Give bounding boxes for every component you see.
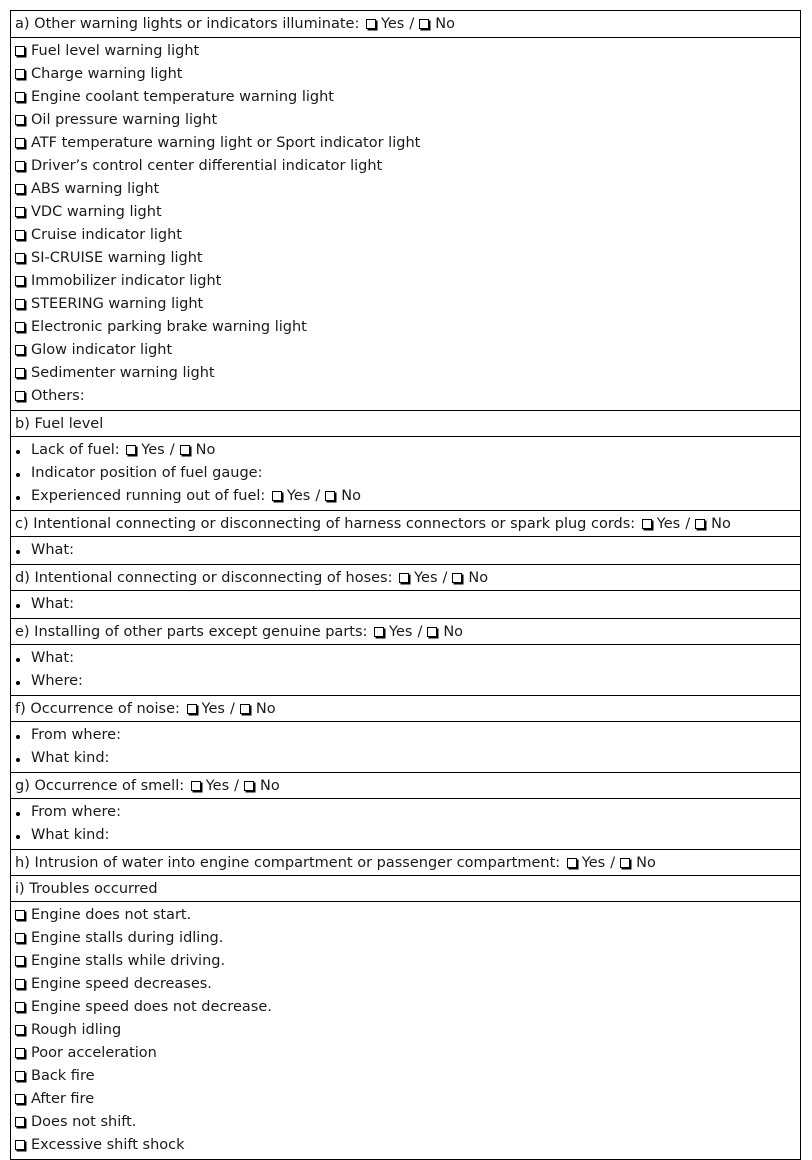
checklist-item-label: Does not shift. (31, 1114, 137, 1130)
checklist-item-label: Back fire (31, 1068, 95, 1084)
checklist-item[interactable] (15, 178, 796, 201)
no-checkbox[interactable] (427, 627, 437, 637)
checklist-item[interactable] (15, 904, 796, 927)
checklist-item-label: Fuel level warning light (31, 43, 200, 59)
checklist-item[interactable] (15, 1111, 796, 1134)
section-f-header: f) Occurrence of noise: Yes / No (11, 695, 800, 721)
section-i-list (11, 901, 800, 1159)
yes-checkbox[interactable] (567, 858, 577, 868)
checkbox[interactable] (15, 92, 25, 102)
yes-checkbox[interactable] (126, 445, 136, 455)
checklist-item-label: ATF temperature warning light or Sport indicator light (31, 135, 421, 151)
checkbox[interactable] (15, 345, 25, 355)
checklist-item-label: Oil pressure warning light (31, 112, 218, 128)
checklist-item-label: Cruise indicator light (31, 227, 182, 243)
checklist-item-label: Poor acceleration (31, 1045, 157, 1061)
section-b-header (11, 410, 800, 436)
checkbox[interactable] (15, 115, 25, 125)
checklist-item-label: After fire (31, 1091, 95, 1107)
checkbox[interactable] (15, 1071, 25, 1081)
list-item: What: (31, 650, 74, 666)
checkbox[interactable] (15, 276, 25, 286)
no-checkbox[interactable] (244, 781, 254, 791)
checklist-item[interactable] (15, 362, 796, 385)
section-e-list (11, 644, 800, 695)
section-e-header: e) Installing of other parts except genuine parts: Yes / No (11, 618, 800, 644)
checklist-item[interactable] (15, 86, 796, 109)
list-item: From where: (31, 804, 121, 820)
checklist-item[interactable] (15, 132, 796, 155)
checklist-item-label: Immobilizer indicator light (31, 273, 222, 289)
section-b-list (11, 436, 800, 510)
checklist-item-label: Engine stalls during idling. (31, 930, 224, 946)
list-item: What kind: (31, 827, 110, 843)
yes-label: Yes (380, 16, 405, 32)
checklist-item-label: Driver’s control center differential indicator light (31, 158, 383, 174)
checkbox[interactable] (15, 69, 25, 79)
checkbox[interactable] (15, 207, 25, 217)
checklist-item[interactable] (15, 63, 796, 86)
checklist-item[interactable] (15, 950, 796, 973)
section-d-list (11, 590, 800, 618)
checklist-item[interactable] (15, 293, 796, 316)
section-f-list (11, 721, 800, 772)
no-checkbox[interactable] (180, 445, 190, 455)
list-item: Lack of fuel: Yes / No (31, 442, 216, 458)
yes-checkbox[interactable] (191, 781, 201, 791)
no-checkbox[interactable] (240, 704, 250, 714)
checkbox[interactable] (15, 138, 25, 148)
checklist-item[interactable] (15, 385, 796, 408)
checkbox[interactable] (15, 1002, 25, 1012)
checklist-item[interactable] (15, 1134, 796, 1157)
checklist-item-label: Rough idling (31, 1022, 122, 1038)
yes-checkbox[interactable] (272, 491, 282, 501)
section-a-title: a) Other warning lights or indicators illuminate: (15, 16, 360, 32)
no-checkbox[interactable] (620, 858, 630, 868)
section-d-header: d) Intentional connecting or disconnecting of hoses: Yes / No (11, 564, 800, 590)
list-item: What kind: (31, 750, 110, 766)
no-label: No (435, 16, 455, 32)
checklist-item[interactable] (15, 1088, 796, 1111)
yes-checkbox[interactable] (187, 704, 197, 714)
list-item: What: (31, 542, 74, 558)
section-a-list (11, 37, 800, 410)
list-item: What: (31, 596, 74, 612)
checklist-item-label: Glow indicator light (31, 342, 173, 358)
no-checkbox[interactable] (325, 491, 335, 501)
no-checkbox[interactable] (452, 573, 462, 583)
checkbox[interactable] (15, 46, 25, 56)
checklist-item[interactable] (15, 316, 796, 339)
checklist-item[interactable] (15, 40, 796, 63)
checkbox[interactable] (15, 322, 25, 332)
checklist-item[interactable] (15, 1019, 796, 1042)
checklist-item[interactable] (15, 224, 796, 247)
checklist-item-label: Engine speed decreases. (31, 976, 212, 992)
checkbox[interactable] (15, 933, 25, 943)
checkbox[interactable] (15, 184, 25, 194)
checklist-item[interactable] (15, 270, 796, 293)
no-checkbox[interactable] (695, 519, 705, 529)
checklist-item-label: Engine coolant temperature warning light (31, 89, 334, 105)
checklist-item-label: ABS warning light (31, 181, 160, 197)
checkbox[interactable] (15, 368, 25, 378)
checklist-item-label: Charge warning light (31, 66, 183, 82)
yes-checkbox[interactable] (642, 519, 652, 529)
checkbox[interactable] (15, 979, 25, 989)
checklist-item-label: Electronic parking brake warning light (31, 319, 307, 335)
list-item: From where: (31, 727, 121, 743)
checkbox[interactable] (15, 910, 25, 920)
checkbox[interactable] (15, 1048, 25, 1058)
checklist-item-label: Engine does not start. (31, 907, 192, 923)
list-item: Experienced running out of fuel: Yes / No (31, 488, 361, 504)
list-item: Indicator position of fuel gauge: (31, 465, 263, 481)
checklist-item-label: VDC warning light (31, 204, 162, 220)
section-c-list (11, 536, 800, 564)
section-g-header: g) Occurrence of smell: Yes / No (11, 772, 800, 798)
checklist-item-label: SI-CRUISE warning light (31, 250, 203, 266)
checklist-item[interactable] (15, 339, 796, 362)
checklist-item[interactable] (15, 996, 796, 1019)
checklist-item[interactable] (15, 1065, 796, 1088)
checklist-item[interactable] (15, 247, 796, 270)
checklist-item[interactable] (15, 109, 796, 132)
checkbox[interactable] (15, 161, 25, 171)
checklist-item-label: Engine speed does not decrease. (31, 999, 272, 1015)
checklist-item-label: Excessive shift shock (31, 1137, 185, 1153)
section-i-header: i) Troubles occurred (11, 875, 800, 901)
checklist-item[interactable] (15, 927, 796, 950)
checklist-item-label: Sedimenter warning light (31, 365, 215, 381)
checkbox[interactable] (15, 230, 25, 240)
checklist-item[interactable] (15, 1042, 796, 1065)
checkbox[interactable] (15, 956, 25, 966)
checklist-item[interactable] (15, 201, 796, 224)
checkbox[interactable] (15, 1117, 25, 1127)
yes-checkbox[interactable] (366, 19, 376, 29)
yes-checkbox[interactable] (374, 627, 384, 637)
checkbox[interactable] (15, 1094, 25, 1104)
section-c-header: c) Intentional connecting or disconnecting of harness connectors or spark plug cords: Yes / No (11, 510, 800, 536)
yes-checkbox[interactable] (399, 573, 409, 583)
checklist-item-label: Engine stalls while driving. (31, 953, 226, 969)
no-checkbox[interactable] (419, 19, 429, 29)
checkbox[interactable] (15, 299, 25, 309)
checklist-item-label: Others: (31, 388, 85, 404)
checkbox[interactable] (15, 1025, 25, 1035)
checklist-item[interactable] (15, 973, 796, 996)
checklist-item-label: STEERING warning light (31, 296, 204, 312)
section-b-title: b) Fuel level (15, 416, 104, 432)
checklist-item[interactable] (15, 155, 796, 178)
section-h-header: h) Intrusion of water into engine compartment or passenger compartment: Yes / No (11, 849, 800, 875)
checkbox[interactable] (15, 391, 25, 401)
section-g-list (11, 798, 800, 849)
checkbox[interactable] (15, 1140, 25, 1150)
list-item: Where: (31, 673, 83, 689)
checkbox[interactable] (15, 253, 25, 263)
symptom-check-form (10, 10, 801, 1160)
section-a-header: a) Other warning lights or indicators illuminate: Yes / No (15, 16, 455, 32)
